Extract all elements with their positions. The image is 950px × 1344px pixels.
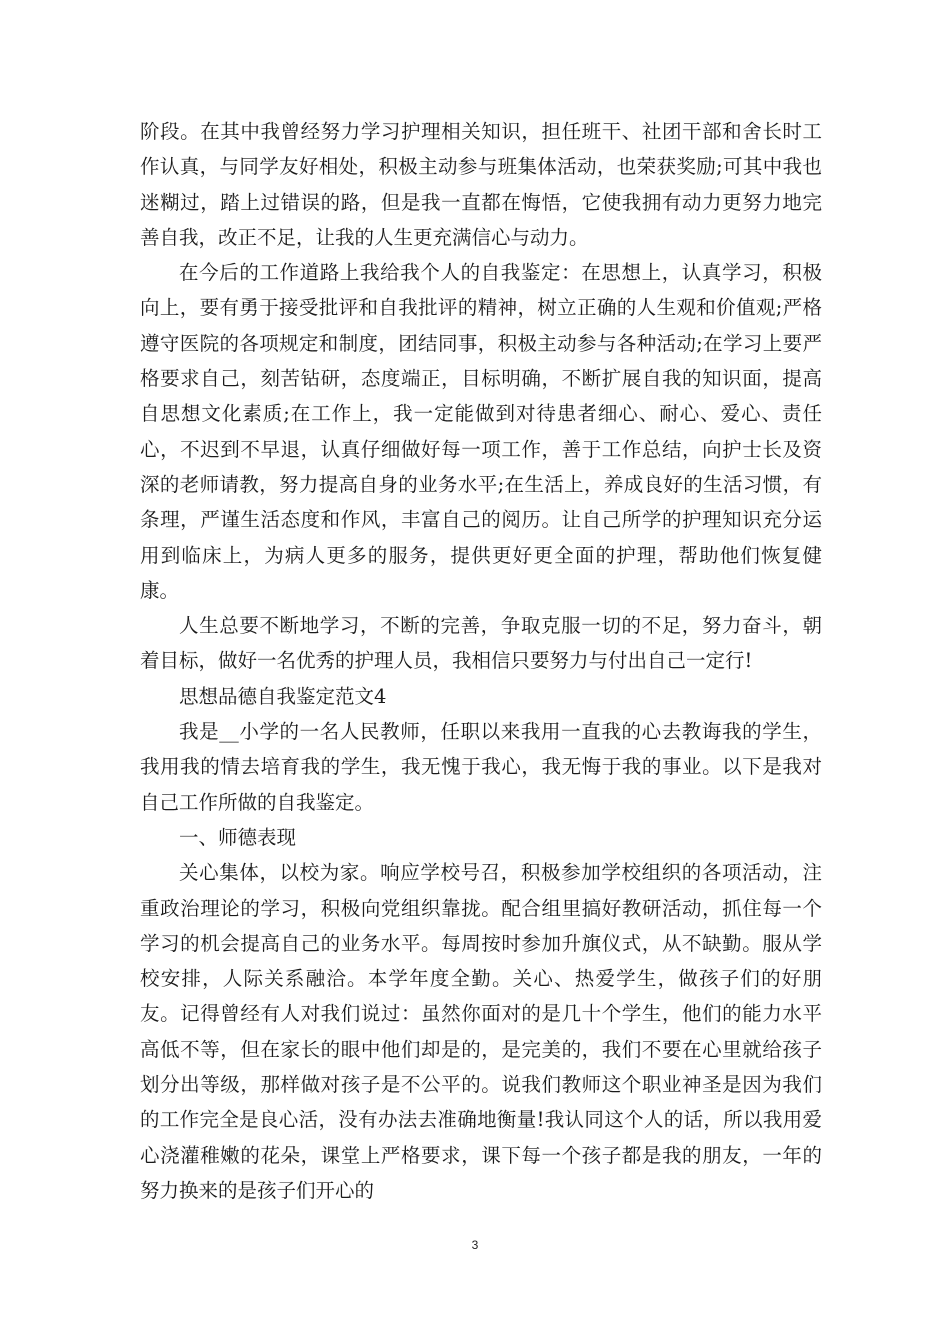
paragraph-continuation: 阶段。在其中我曾经努力学习护理相关知识，担任班干、社团干部和舍长时工作认真，与同学友好相处，积极主动参与班集体活动，也荣获奖励;可其中我也迷糊过，踏上过错误的路，但是我一直都在悔悟，它使我拥有动力更努力地完善自我，改正不足，让我的人生更充满信心与动力。: [140, 120, 822, 249]
page-number: 3: [471, 1238, 479, 1252]
paragraph-intro: 我是__小学的一名人民教师，任职以来我用一直我的心去教诲我的学生，我用我的情去培育我的学生，我无愧于我心，我无悔于我的事业。以下是我对自己工作所做的自我鉴定。: [140, 720, 822, 814]
paragraph-ethics: 关心集体，以校为家。响应学校号召，积极参加学校组织的各项活动，注重政治理论的学习，积极向党组织靠拢。配合组里搞好教研活动，抓住每一个学习的机会提高自己的业务水平。每周按时参加升旗仪式，从不缺勤。服从学校安排，人际关系融洽。本学年度全勤。关心、热爱学生，做孩子们的好朋友。记得曾经有人对我们说过：虽然你面对的是几十个学生，他们的能力水平高低不等，但在家长的眼中他们却是的，是完美的，我们不要在心里就给孩子划分出等级，那样做对孩子是不公平的。说我们教师这个职业神圣是因为我们的工作完全是良心活，没有办法去准确地衡量!我认同这个人的话，所以我用爱心浇灌稚嫩的花朵，课堂上严格要求，课下每一个孩子都是我的朋友，一年的努力换来的是孩子们开心的: [140, 861, 822, 1202]
paragraph-self-assessment: 在今后的工作道路上我给我个人的自我鉴定：在思想上，认真学习，积极向上，要有勇于接受批评和自我批评的精神，树立正确的人生观和价值观;严格遵守医院的各项规定和制度，团结同事，积极主动参与各种活动;在学习上要严格要求自己，刻苦钻研，态度端正，目标明确，不断扩展自我的知识面，提高自思想文化素质;在工作上，我一定能做到对待患者细心、耐心、爱心、责任心，不迟到不早退，认真仔细做好每一项工作，善于工作总结，向护士长及资深的老师请教，努力提高自身的业务水平;在生活上，养成良好的生活习惯，有条理，严谨生活态度和作风，丰富自己的阅历。让自己所学的护理知识充分运用到临床上，为病人更多的服务，提供更好更全面的护理，帮助他们恢复健康。: [140, 261, 822, 602]
document-body: [140, 114, 822, 1208]
subsection-heading: 一、师德表现: [179, 825, 297, 849]
paragraph-conclusion: 人生总要不断地学习，不断的完善，争取克服一切的不足，努力奋斗，朝着目标，做好一名优秀的护理人员，我相信只要努力与付出自己一定行!: [140, 614, 822, 673]
section-heading: 思想品德自我鉴定范文4: [179, 684, 387, 708]
